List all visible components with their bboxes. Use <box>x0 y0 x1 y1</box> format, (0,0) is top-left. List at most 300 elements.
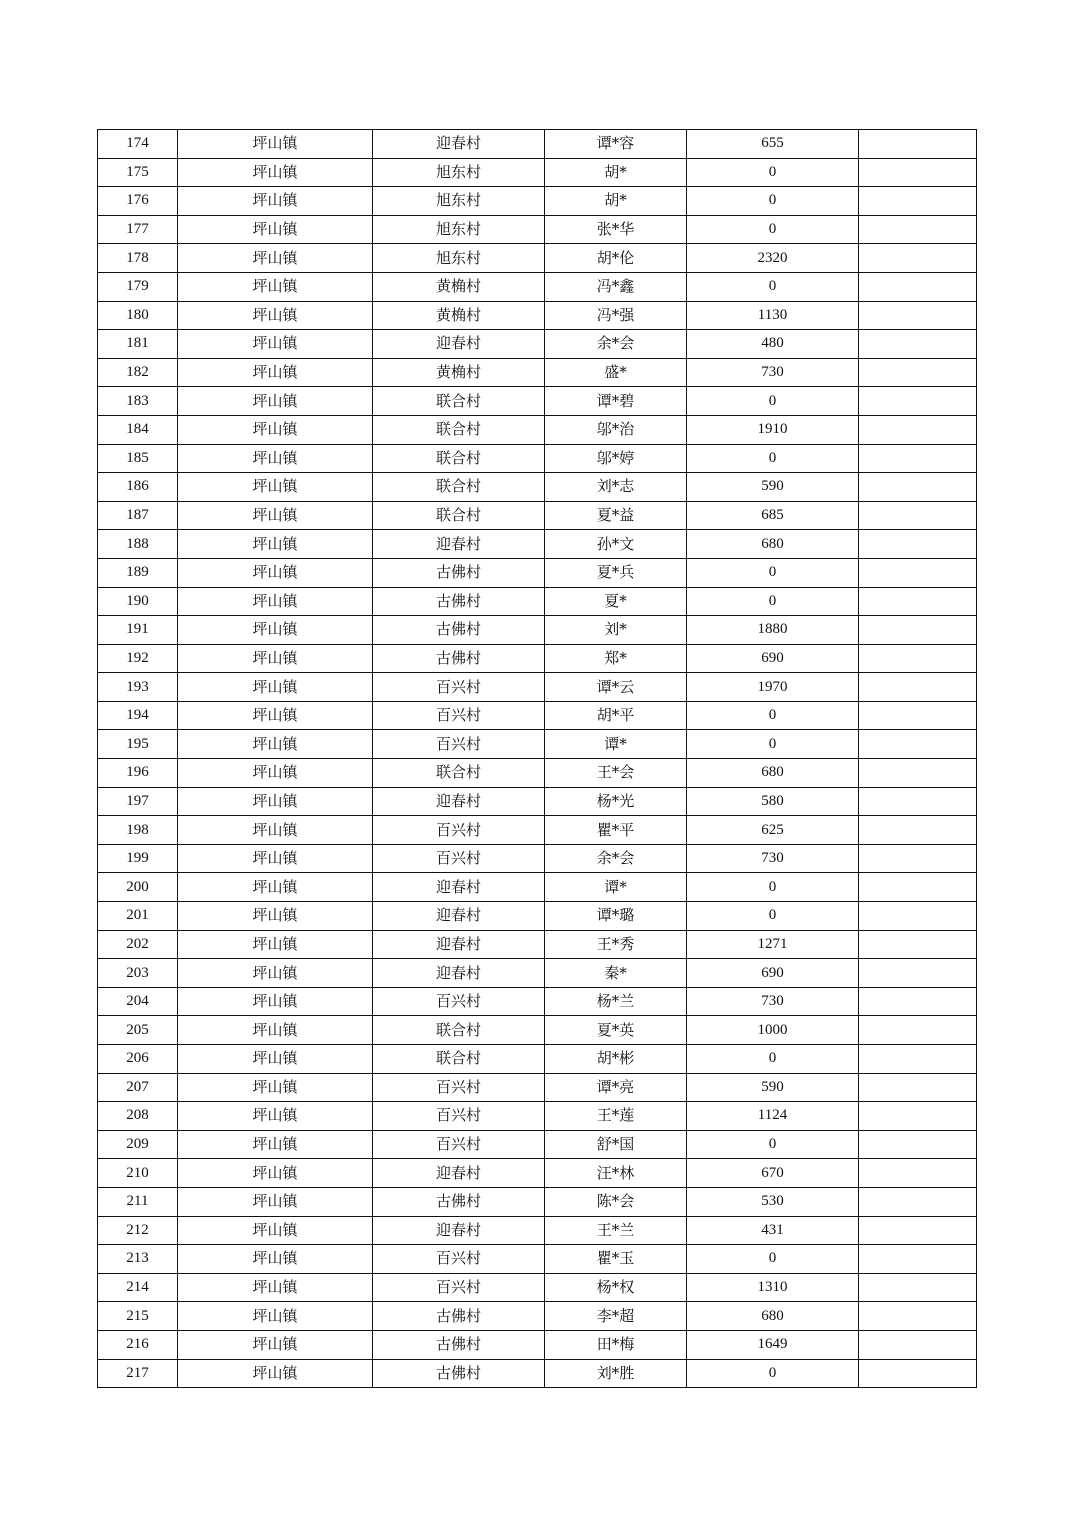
note-cell <box>859 530 977 559</box>
village-cell: 联合村 <box>373 444 545 473</box>
row-number-cell: 183 <box>98 387 178 416</box>
note-cell <box>859 987 977 1016</box>
row-number-cell: 185 <box>98 444 178 473</box>
village-cell: 古佛村 <box>373 644 545 673</box>
name-cell: 盛* <box>545 358 687 387</box>
table-row <box>98 759 977 788</box>
town-cell: 坪山镇 <box>178 730 373 759</box>
name-cell: 陈*会 <box>545 1187 687 1216</box>
village-cell: 旭东村 <box>373 187 545 216</box>
row-number-cell: 200 <box>98 873 178 902</box>
village-cell: 古佛村 <box>373 1187 545 1216</box>
table-row <box>98 587 977 616</box>
name-cell: 王*兰 <box>545 1216 687 1245</box>
table-row <box>98 1102 977 1131</box>
town-cell: 坪山镇 <box>178 1102 373 1131</box>
name-cell: 李*超 <box>545 1302 687 1331</box>
note-cell <box>859 158 977 187</box>
table-row <box>98 530 977 559</box>
row-number-cell: 212 <box>98 1216 178 1245</box>
amount-cell: 1271 <box>687 930 859 959</box>
row-number-cell: 189 <box>98 558 178 587</box>
table-row <box>98 187 977 216</box>
name-cell: 王*莲 <box>545 1102 687 1131</box>
village-cell: 迎春村 <box>373 130 545 159</box>
town-cell: 坪山镇 <box>178 272 373 301</box>
name-cell: 谭* <box>545 873 687 902</box>
note-cell <box>859 730 977 759</box>
amount-cell: 530 <box>687 1187 859 1216</box>
town-cell: 坪山镇 <box>178 530 373 559</box>
town-cell: 坪山镇 <box>178 1045 373 1074</box>
note-cell <box>859 1102 977 1131</box>
town-cell: 坪山镇 <box>178 1330 373 1359</box>
amount-cell: 0 <box>687 1045 859 1074</box>
amount-cell: 0 <box>687 1245 859 1274</box>
village-cell: 古佛村 <box>373 616 545 645</box>
name-cell: 张*华 <box>545 215 687 244</box>
village-cell: 百兴村 <box>373 1073 545 1102</box>
amount-cell: 590 <box>687 1073 859 1102</box>
table-row <box>98 844 977 873</box>
table-row <box>98 1245 977 1274</box>
town-cell: 坪山镇 <box>178 444 373 473</box>
name-cell: 孙*文 <box>545 530 687 559</box>
town-cell: 坪山镇 <box>178 387 373 416</box>
row-number-cell: 196 <box>98 759 178 788</box>
table-row <box>98 1273 977 1302</box>
note-cell <box>859 187 977 216</box>
village-cell: 百兴村 <box>373 1245 545 1274</box>
amount-cell: 730 <box>687 844 859 873</box>
table-row <box>98 1330 977 1359</box>
village-cell: 迎春村 <box>373 530 545 559</box>
town-cell: 坪山镇 <box>178 987 373 1016</box>
amount-cell: 1649 <box>687 1330 859 1359</box>
note-cell <box>859 215 977 244</box>
name-cell: 秦* <box>545 959 687 988</box>
row-number-cell: 215 <box>98 1302 178 1331</box>
table-row <box>98 1045 977 1074</box>
town-cell: 坪山镇 <box>178 873 373 902</box>
town-cell: 坪山镇 <box>178 358 373 387</box>
village-cell: 旭东村 <box>373 158 545 187</box>
table-row <box>98 301 977 330</box>
name-cell: 刘* <box>545 616 687 645</box>
town-cell: 坪山镇 <box>178 1159 373 1188</box>
row-number-cell: 214 <box>98 1273 178 1302</box>
name-cell: 胡*伦 <box>545 244 687 273</box>
row-number-cell: 174 <box>98 130 178 159</box>
table-row <box>98 130 977 159</box>
town-cell: 坪山镇 <box>178 158 373 187</box>
town-cell: 坪山镇 <box>178 244 373 273</box>
row-number-cell: 187 <box>98 501 178 530</box>
note-cell <box>859 759 977 788</box>
note-cell <box>859 387 977 416</box>
name-cell: 郑* <box>545 644 687 673</box>
row-number-cell: 210 <box>98 1159 178 1188</box>
note-cell <box>859 244 977 273</box>
town-cell: 坪山镇 <box>178 501 373 530</box>
table-row <box>98 387 977 416</box>
table-row <box>98 673 977 702</box>
row-number-cell: 175 <box>98 158 178 187</box>
table-body <box>98 130 977 1388</box>
amount-cell: 0 <box>687 272 859 301</box>
amount-cell: 480 <box>687 330 859 359</box>
row-number-cell: 193 <box>98 673 178 702</box>
village-cell: 旭东村 <box>373 215 545 244</box>
row-number-cell: 186 <box>98 473 178 502</box>
amount-cell: 625 <box>687 816 859 845</box>
note-cell <box>859 959 977 988</box>
village-cell: 古佛村 <box>373 587 545 616</box>
town-cell: 坪山镇 <box>178 1302 373 1331</box>
name-cell: 胡*彬 <box>545 1045 687 1074</box>
note-cell <box>859 816 977 845</box>
town-cell: 坪山镇 <box>178 187 373 216</box>
amount-cell: 690 <box>687 959 859 988</box>
village-cell: 百兴村 <box>373 701 545 730</box>
village-cell: 迎春村 <box>373 902 545 931</box>
village-cell: 古佛村 <box>373 1359 545 1388</box>
note-cell <box>859 930 977 959</box>
name-cell: 夏*兵 <box>545 558 687 587</box>
row-number-cell: 178 <box>98 244 178 273</box>
village-cell: 迎春村 <box>373 787 545 816</box>
village-cell: 联合村 <box>373 1045 545 1074</box>
name-cell: 夏*英 <box>545 1016 687 1045</box>
name-cell: 杨*兰 <box>545 987 687 1016</box>
note-cell <box>859 873 977 902</box>
table-row <box>98 730 977 759</box>
row-number-cell: 206 <box>98 1045 178 1074</box>
amount-cell: 0 <box>687 1130 859 1159</box>
village-cell: 黄桷村 <box>373 272 545 301</box>
name-cell: 冯*鑫 <box>545 272 687 301</box>
name-cell: 王*秀 <box>545 930 687 959</box>
village-cell: 古佛村 <box>373 1302 545 1331</box>
amount-cell: 590 <box>687 473 859 502</box>
amount-cell: 1970 <box>687 673 859 702</box>
note-cell <box>859 1302 977 1331</box>
table-row <box>98 272 977 301</box>
table-row <box>98 1073 977 1102</box>
row-number-cell: 182 <box>98 358 178 387</box>
row-number-cell: 208 <box>98 1102 178 1131</box>
town-cell: 坪山镇 <box>178 1359 373 1388</box>
table-row <box>98 415 977 444</box>
row-number-cell: 191 <box>98 616 178 645</box>
amount-cell: 685 <box>687 501 859 530</box>
note-cell <box>859 1216 977 1245</box>
amount-cell: 1124 <box>687 1102 859 1131</box>
table-row <box>98 158 977 187</box>
note-cell <box>859 1073 977 1102</box>
note-cell <box>859 616 977 645</box>
note-cell <box>859 1159 977 1188</box>
note-cell <box>859 1359 977 1388</box>
row-number-cell: 203 <box>98 959 178 988</box>
name-cell: 谭*容 <box>545 130 687 159</box>
table-row <box>98 1159 977 1188</box>
note-cell <box>859 501 977 530</box>
table-row <box>98 1216 977 1245</box>
village-cell: 百兴村 <box>373 987 545 1016</box>
table-row <box>98 1359 977 1388</box>
note-cell <box>859 473 977 502</box>
town-cell: 坪山镇 <box>178 558 373 587</box>
town-cell: 坪山镇 <box>178 759 373 788</box>
name-cell: 王*会 <box>545 759 687 788</box>
village-cell: 迎春村 <box>373 1216 545 1245</box>
village-cell: 联合村 <box>373 387 545 416</box>
amount-cell: 730 <box>687 358 859 387</box>
table-row <box>98 501 977 530</box>
village-cell: 迎春村 <box>373 1159 545 1188</box>
note-cell <box>859 1187 977 1216</box>
note-cell <box>859 130 977 159</box>
note-cell <box>859 902 977 931</box>
row-number-cell: 184 <box>98 415 178 444</box>
note-cell <box>859 1045 977 1074</box>
amount-cell: 680 <box>687 759 859 788</box>
note-cell <box>859 1273 977 1302</box>
amount-cell: 0 <box>687 187 859 216</box>
town-cell: 坪山镇 <box>178 644 373 673</box>
note-cell <box>859 272 977 301</box>
note-cell <box>859 587 977 616</box>
table-row <box>98 1016 977 1045</box>
town-cell: 坪山镇 <box>178 415 373 444</box>
amount-cell: 680 <box>687 530 859 559</box>
table-row <box>98 1302 977 1331</box>
amount-cell: 1910 <box>687 415 859 444</box>
table-row <box>98 873 977 902</box>
name-cell: 谭*碧 <box>545 387 687 416</box>
row-number-cell: 204 <box>98 987 178 1016</box>
row-number-cell: 188 <box>98 530 178 559</box>
village-cell: 古佛村 <box>373 558 545 587</box>
name-cell: 冯*强 <box>545 301 687 330</box>
amount-cell: 0 <box>687 558 859 587</box>
row-number-cell: 201 <box>98 902 178 931</box>
name-cell: 田*梅 <box>545 1330 687 1359</box>
name-cell: 胡* <box>545 158 687 187</box>
amount-cell: 431 <box>687 1216 859 1245</box>
town-cell: 坪山镇 <box>178 816 373 845</box>
village-cell: 联合村 <box>373 501 545 530</box>
table-row <box>98 902 977 931</box>
amount-cell: 0 <box>687 444 859 473</box>
name-cell: 刘*志 <box>545 473 687 502</box>
town-cell: 坪山镇 <box>178 473 373 502</box>
amount-cell: 1130 <box>687 301 859 330</box>
town-cell: 坪山镇 <box>178 1016 373 1045</box>
name-cell: 谭*璐 <box>545 902 687 931</box>
amount-cell: 690 <box>687 644 859 673</box>
town-cell: 坪山镇 <box>178 844 373 873</box>
town-cell: 坪山镇 <box>178 587 373 616</box>
amount-cell: 670 <box>687 1159 859 1188</box>
name-cell: 谭* <box>545 730 687 759</box>
village-cell: 迎春村 <box>373 930 545 959</box>
town-cell: 坪山镇 <box>178 1073 373 1102</box>
note-cell <box>859 358 977 387</box>
note-cell <box>859 1016 977 1045</box>
row-number-cell: 177 <box>98 215 178 244</box>
table-row <box>98 558 977 587</box>
town-cell: 坪山镇 <box>178 1216 373 1245</box>
note-cell <box>859 1245 977 1274</box>
row-number-cell: 195 <box>98 730 178 759</box>
note-cell <box>859 444 977 473</box>
row-number-cell: 205 <box>98 1016 178 1045</box>
row-number-cell: 176 <box>98 187 178 216</box>
table-row <box>98 644 977 673</box>
village-cell: 联合村 <box>373 759 545 788</box>
amount-cell: 0 <box>687 158 859 187</box>
row-number-cell: 202 <box>98 930 178 959</box>
village-cell: 百兴村 <box>373 673 545 702</box>
amount-cell: 655 <box>687 130 859 159</box>
amount-cell: 0 <box>687 873 859 902</box>
row-number-cell: 194 <box>98 701 178 730</box>
table-row <box>98 1187 977 1216</box>
note-cell <box>859 787 977 816</box>
row-number-cell: 180 <box>98 301 178 330</box>
name-cell: 夏* <box>545 587 687 616</box>
amount-cell: 0 <box>687 387 859 416</box>
name-cell: 胡*平 <box>545 701 687 730</box>
row-number-cell: 217 <box>98 1359 178 1388</box>
table-row <box>98 816 977 845</box>
name-cell: 杨*权 <box>545 1273 687 1302</box>
village-cell: 迎春村 <box>373 873 545 902</box>
table-row <box>98 1130 977 1159</box>
village-cell: 黄桷村 <box>373 358 545 387</box>
name-cell: 舒*国 <box>545 1130 687 1159</box>
name-cell: 刘*胜 <box>545 1359 687 1388</box>
amount-cell: 730 <box>687 987 859 1016</box>
town-cell: 坪山镇 <box>178 215 373 244</box>
row-number-cell: 199 <box>98 844 178 873</box>
row-number-cell: 190 <box>98 587 178 616</box>
amount-cell: 580 <box>687 787 859 816</box>
row-number-cell: 179 <box>98 272 178 301</box>
name-cell: 邬*治 <box>545 415 687 444</box>
table-row <box>98 987 977 1016</box>
village-cell: 联合村 <box>373 473 545 502</box>
amount-cell: 0 <box>687 701 859 730</box>
name-cell: 谭*亮 <box>545 1073 687 1102</box>
village-cell: 古佛村 <box>373 1330 545 1359</box>
town-cell: 坪山镇 <box>178 1130 373 1159</box>
name-cell: 余*会 <box>545 844 687 873</box>
town-cell: 坪山镇 <box>178 930 373 959</box>
amount-cell: 0 <box>687 215 859 244</box>
table-row <box>98 244 977 273</box>
name-cell: 瞿*玉 <box>545 1245 687 1274</box>
note-cell <box>859 330 977 359</box>
table-row <box>98 358 977 387</box>
note-cell <box>859 1330 977 1359</box>
village-cell: 百兴村 <box>373 1102 545 1131</box>
village-cell: 旭东村 <box>373 244 545 273</box>
name-cell: 夏*益 <box>545 501 687 530</box>
town-cell: 坪山镇 <box>178 301 373 330</box>
name-cell: 瞿*平 <box>545 816 687 845</box>
amount-cell: 0 <box>687 730 859 759</box>
amount-cell: 0 <box>687 902 859 931</box>
table-row <box>98 959 977 988</box>
town-cell: 坪山镇 <box>178 787 373 816</box>
row-number-cell: 198 <box>98 816 178 845</box>
row-number-cell: 213 <box>98 1245 178 1274</box>
row-number-cell: 192 <box>98 644 178 673</box>
village-cell: 迎春村 <box>373 959 545 988</box>
note-cell <box>859 673 977 702</box>
note-cell <box>859 415 977 444</box>
amount-cell: 1310 <box>687 1273 859 1302</box>
amount-cell: 0 <box>687 1359 859 1388</box>
row-number-cell: 181 <box>98 330 178 359</box>
town-cell: 坪山镇 <box>178 130 373 159</box>
table-row <box>98 444 977 473</box>
row-number-cell: 207 <box>98 1073 178 1102</box>
table-row <box>98 330 977 359</box>
row-number-cell: 216 <box>98 1330 178 1359</box>
amount-cell: 0 <box>687 587 859 616</box>
table-row <box>98 616 977 645</box>
amount-cell: 2320 <box>687 244 859 273</box>
row-number-cell: 197 <box>98 787 178 816</box>
town-cell: 坪山镇 <box>178 701 373 730</box>
village-cell: 百兴村 <box>373 1130 545 1159</box>
town-cell: 坪山镇 <box>178 673 373 702</box>
town-cell: 坪山镇 <box>178 1245 373 1274</box>
note-cell <box>859 844 977 873</box>
village-cell: 联合村 <box>373 1016 545 1045</box>
table-row <box>98 473 977 502</box>
village-cell: 百兴村 <box>373 730 545 759</box>
town-cell: 坪山镇 <box>178 616 373 645</box>
village-cell: 百兴村 <box>373 816 545 845</box>
town-cell: 坪山镇 <box>178 902 373 931</box>
town-cell: 坪山镇 <box>178 1273 373 1302</box>
village-cell: 百兴村 <box>373 1273 545 1302</box>
note-cell <box>859 558 977 587</box>
village-cell: 百兴村 <box>373 844 545 873</box>
note-cell <box>859 701 977 730</box>
name-cell: 杨*光 <box>545 787 687 816</box>
name-cell: 余*会 <box>545 330 687 359</box>
note-cell <box>859 1130 977 1159</box>
town-cell: 坪山镇 <box>178 1187 373 1216</box>
amount-cell: 1000 <box>687 1016 859 1045</box>
amount-cell: 1880 <box>687 616 859 645</box>
town-cell: 坪山镇 <box>178 330 373 359</box>
name-cell: 邬*婷 <box>545 444 687 473</box>
note-cell <box>859 301 977 330</box>
table-row <box>98 787 977 816</box>
name-cell: 汪*林 <box>545 1159 687 1188</box>
village-cell: 联合村 <box>373 415 545 444</box>
amount-cell: 680 <box>687 1302 859 1331</box>
data-table <box>97 129 977 1388</box>
table-row <box>98 215 977 244</box>
